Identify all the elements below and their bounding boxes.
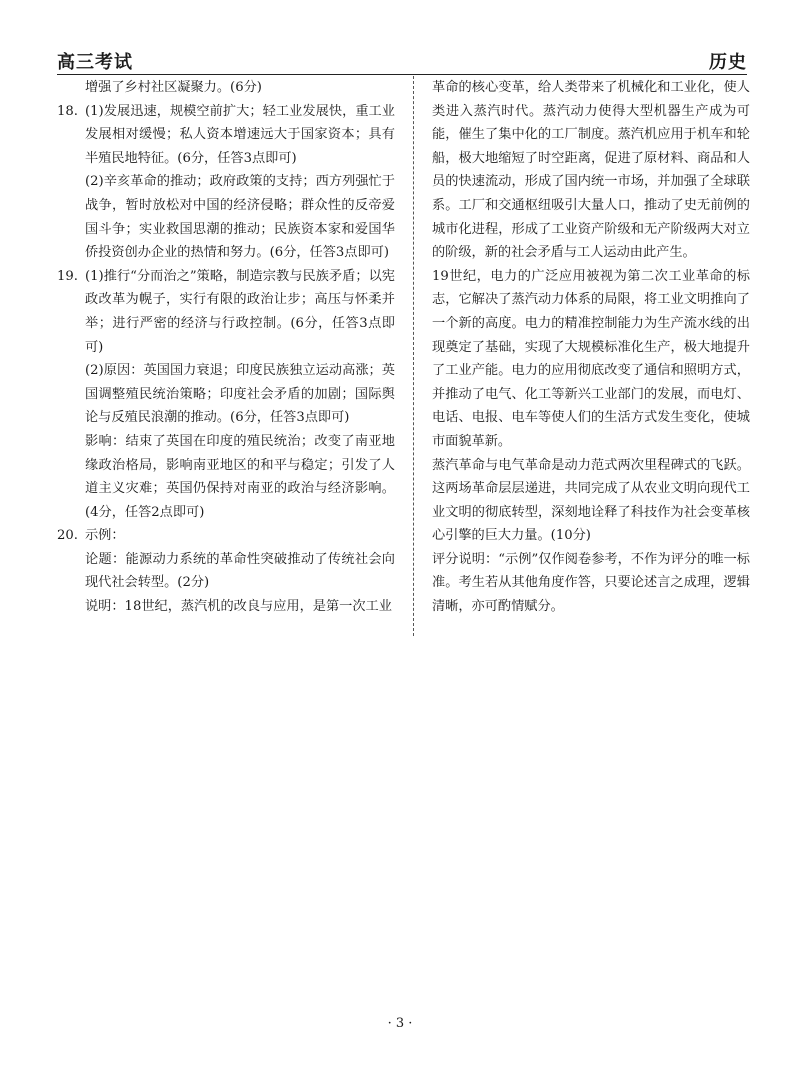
exam-title: 高三考试 xyxy=(57,52,133,73)
thesis: 论题：能源动力系统的革命性突破推动了传统社会向现代社会转型。(2分) xyxy=(85,551,395,591)
answer-part-1: (1)发展迅速，规模空前扩大；轻工业发展快，重工业发展相对缓慢；私人资本增速远大于国家资本；具有半殖民地特征。(6分，任答3点即可) xyxy=(85,103,395,166)
q17-answer-tail: 增强了乡村社区凝聚力。(6分) xyxy=(85,80,262,95)
question-number: 19. xyxy=(57,268,78,284)
left-column xyxy=(57,76,395,619)
answer-part-2-reasons: (2)原因：英国国力衰退；印度民族独立运动高涨；英国调整殖民统治策略；印度社会矛盾的加剧；国际舆论与反殖民浪潮的推动。(6分，任答3点即可) xyxy=(85,363,395,426)
question-20-answer xyxy=(57,524,395,618)
explanation-steam-revolution: 革命的核心变革，给人类带来了机械化和工业化，使人类进入蒸汽时代。蒸汽动力使得大型机器生产成为可能，催生了集中化的工厂制度。蒸汽机应用于机车和轮船，极大地缩短了时空距离，促进了原材料、商品和人员的快速流动，形成了国内统一市场，并加强了全球联系。工厂和交通枢纽吸引大量人口，推动了史无前例的城市化进程，形成了工业资产阶级和无产阶级两大对立的阶级，新的社会矛盾与工人运动由此产生。 xyxy=(432,80,750,261)
explanation-electric-revolution: 19世纪，电力的广泛应用被视为第二次工业革命的标志，它解决了蒸汽动力体系的局限，将工业文明推向了一个新的高度。电力的精准控制能力为生产流水线的出现奠定了基础，实现了大规模标准化生产，极大地提升了工业产能。电力的应用彻底改变了通信和照明方式，并推动了电气、化工等新兴工业部门的发展，而电灯、电话、电报、电车等使人们的生活方式发生变化，使城市面貌革新。 xyxy=(432,268,750,449)
example-label: 示例： xyxy=(85,528,125,544)
subject-title: 历史 xyxy=(709,52,747,73)
question-number: 18. xyxy=(57,103,78,119)
explanation-conclusion: 蒸汽革命与电气革命是动力范式两次里程碑式的飞跃。这两场革命层层递进，共同完成了从农业文明向现代工业文明的彻底转型，深刻地诠释了科技作为社会变革核心引擎的巨大力量。(10分) xyxy=(432,457,750,544)
explanation-start: 说明：18世纪，蒸汽机的改良与应用，是第一次工业 xyxy=(85,599,392,615)
answer-part-1: (1)推行“分而治之”策略，制造宗教与民族矛盾；以宪政改革为幌子，实行有限的政治让步；高压与怀柔并举；进行严密的经济与行政控制。(6分，任答3点即可) xyxy=(85,268,395,355)
page-header xyxy=(57,48,747,75)
question-18-answer xyxy=(57,100,395,265)
right-column xyxy=(432,76,750,619)
page-number: · 3 · xyxy=(387,1016,413,1031)
question-number: 20. xyxy=(57,528,78,544)
answer-part-2: (2)辛亥革命的推动；政府政策的支持；西方列强忙于战争，暂时放松对中国的经济侵略；群众性的反帝爱国斗争；实业救国思潮的推动；民族资本家和爱国华侨投资创办企业的热情和努力。(6分，任答3点即可) xyxy=(85,174,395,261)
column-divider xyxy=(413,76,414,636)
question-19-answer xyxy=(57,265,395,525)
answer-part-2-impact: 影响：结束了英国在印度的殖民统治；改变了南亚地缘政治格局，影响南亚地区的和平与稳定；引发了人道主义灾难；英国仍保持对南亚的政治与经济影响。(4分，任答2点即可) xyxy=(85,433,395,520)
grading-note: 评分说明：“示例”仅作阅卷参考，不作为评分的唯一标准。考生若从其他角度作答，只要论述言之成理，逻辑清晰，亦可酌情赋分。 xyxy=(432,551,750,615)
